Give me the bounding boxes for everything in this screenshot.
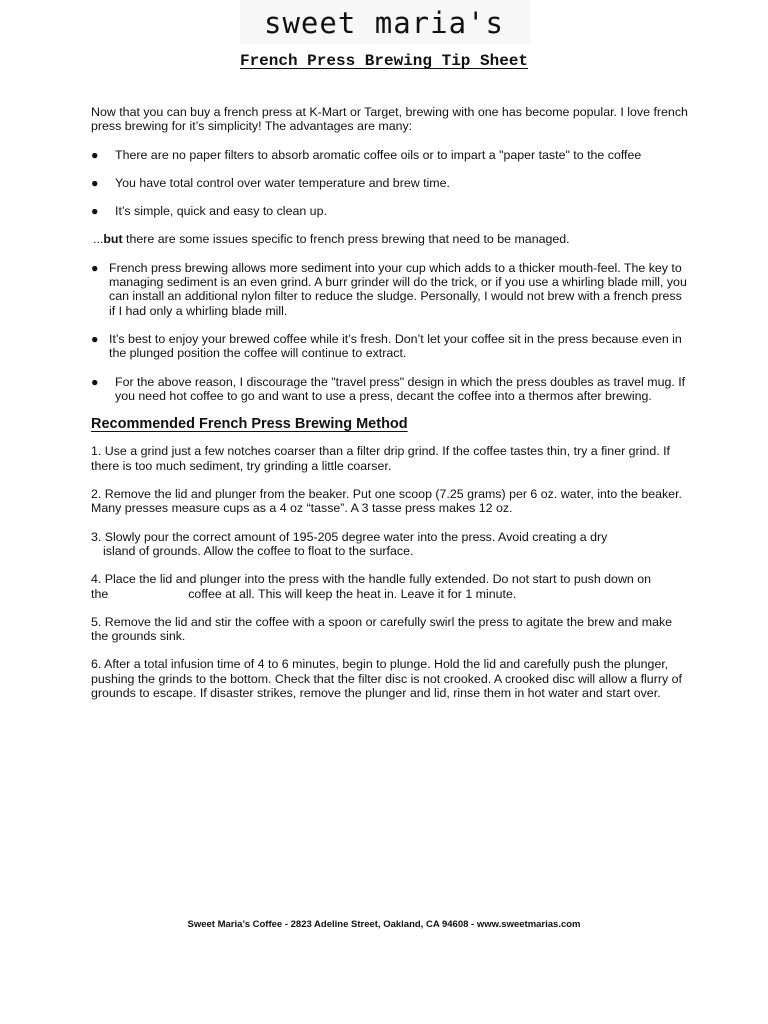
advantage-text: There are no paper filters to absorb aromatic coffee oils or to impart a "paper taste" to the coffee <box>115 147 642 162</box>
method-heading: Recommended French Press Brewing Method <box>91 416 408 433</box>
method-step-1: 1. Use a grind just a few notches coarser than a filter drip grind. If the coffee tastes thin, try a finer grind. If there is too much sediment, try grinding a little coarser. <box>91 444 670 473</box>
method-step-3-line-2: island of grounds. Allow the coffee to float to the surface. <box>103 543 414 558</box>
issues-intro-bold: but <box>103 232 123 247</box>
issue-item <box>91 332 691 361</box>
bullet-icon: ● <box>91 204 99 219</box>
method-step-6: 6. After a total infusion time of 4 to 6 minutes, begin to plunge. Hold the lid and carefully push the plunger, pushing the grinds to the bottom. Check that the filter disc is not crooked. A crooked disc will allow a flurry of grounds to escape. If disaster strikes, remove the plunger and lid, rinse them in hot water and start over. <box>91 657 682 701</box>
document-body <box>91 105 691 714</box>
issues-intro <box>91 232 691 246</box>
issue-text: French press brewing allows more sediment into your cup which adds to a thicker mouth-feel. The key to managing sediment is an even grind. A burr grinder will do the trick, or if you use a whirling blade mill, you can install an additional nylon filter to reduce the sludge. Personally, I would not brew with a french press if I had only a whirling blade mill. <box>109 260 687 318</box>
method-step-4-line-2-start: the <box>91 586 109 601</box>
page-title <box>0 52 768 70</box>
method-step-5: 5. Remove the lid and stir the coffee with a spoon or carefully swirl the press to agitate the brew and make the grounds sink. <box>91 614 673 644</box>
method-step-4-line-2-end: coffee at all. This will keep the heat in. Leave it for 1 minute. <box>188 586 517 601</box>
advantage-text: It’s simple, quick and easy to clean up. <box>115 204 327 219</box>
issue-item <box>91 375 691 404</box>
sweet-marias-logo: sweet maria's <box>264 6 504 40</box>
method-step-3-line-1: 3. Slowly pour the correct amount of 195-205 degree water into the press. Avoid creating a dry <box>91 529 608 544</box>
advantage-item <box>91 148 691 162</box>
method-step-4-line-1: 4. Place the lid and plunger into the press with the handle fully extended. Do not start to push down on <box>91 572 652 587</box>
method-step-4-line-2 <box>91 587 691 601</box>
bullet-icon: ● <box>91 147 99 162</box>
issue-text: It’s best to enjoy your brewed coffee while it’s fresh. Don’t let your coffee sit in the press because even in the plunged position the coffee will continue to extract. <box>109 331 682 361</box>
issues-intro-rest: there are some issues specific to french press brewing that need to be managed. <box>122 232 570 247</box>
advantage-text: You have total control over water temperature and brew time. <box>115 175 450 190</box>
bullet-icon: ● <box>91 331 99 346</box>
bullet-icon: ● <box>91 260 99 275</box>
method-step-2: 2. Remove the lid and plunger from the beaker. Put one scoop (7.25 grams) per 6 oz. water, into the beaker. Many presses measure cups as a 4 oz “tasse”. A 3 tasse press makes 12 oz. <box>91 487 682 516</box>
advantage-item <box>91 176 691 190</box>
issues-intro-prefix: ... <box>93 232 104 247</box>
bullet-icon: ● <box>91 175 99 190</box>
issue-text: For the above reason, I discourage the "travel press" design in which the press doubles as travel mug. If you need hot coffee to go and want to use a press, decant the coffee into a thermos after brewing. <box>115 374 686 403</box>
page-title-text: French Press Brewing Tip Sheet <box>239 52 529 70</box>
method-step-3 <box>91 530 691 559</box>
issue-item <box>91 261 691 318</box>
bullet-icon: ● <box>91 374 99 389</box>
footer-address: Sweet Maria’s Coffee - 2823 Adeline Street, Oakland, CA 94608 - www.sweetmarias.com <box>187 919 581 930</box>
method-step-4 <box>91 572 691 601</box>
intro-paragraph: Now that you can buy a french press at K-Mart or Target, brewing with one has become popular. I love french press brewing for it’s simplicity! The advantages are many: <box>91 105 688 134</box>
advantage-item <box>91 204 691 218</box>
